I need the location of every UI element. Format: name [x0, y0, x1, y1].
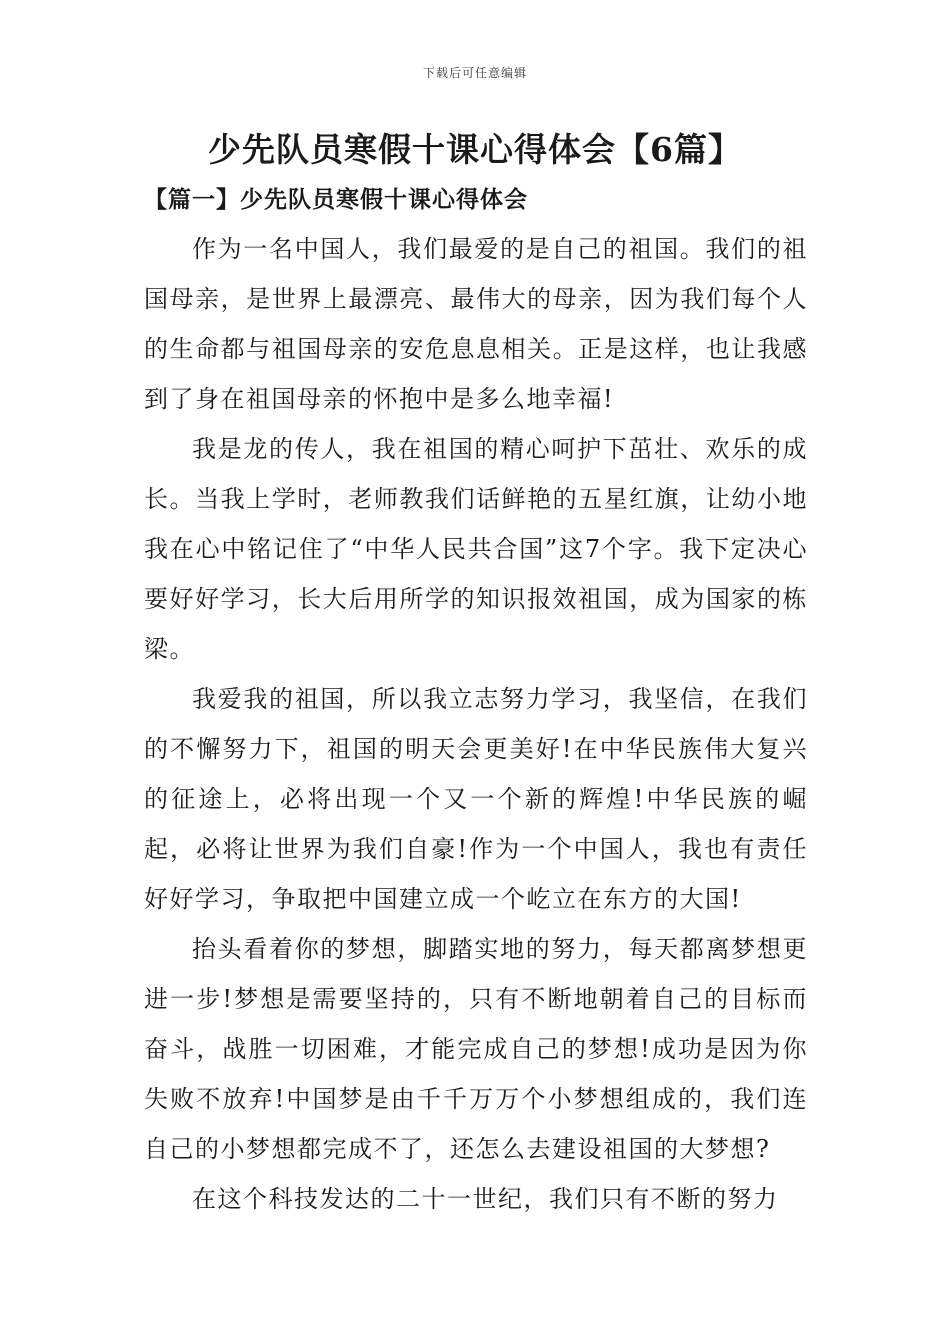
body-text — [144, 224, 808, 1224]
document-title: 少先队员寒假十课心得体会【6篇】 — [208, 130, 742, 169]
header-note: 下载后可任意编辑 — [422, 66, 527, 80]
paragraph: 我爱我的祖国，所以我立志努力学习，我坚信，在我们的不懈努力下，祖国的明天会更美好!在中华民族伟大复兴的征途上，必将出现一个又一个新的辉煌!中华民族的崛起，必将让世界为我们自豪!作为一个中国人，我也有责任好好学习，争取把中国建立成一个屹立在东方的大国! — [144, 685, 808, 913]
paragraph: 在这个科技发达的二十一世纪，我们只有不断的努力 — [192, 1185, 779, 1213]
paragraph: 我是龙的传人，我在祖国的精心呵护下茁壮、欢乐的成长。当我上学时，老师教我们话鲜艳的五星红旗，让幼小地我在心中铭记住了“中华人民共合国”这7个字。我下定决心要好好学习，长大后用所学的知识报效祖国，成为国家的栋梁。 — [144, 435, 808, 663]
paragraph: 抬头看着你的梦想，脚踏实地的努力，每天都离梦想更进一步!梦想是需要坚持的，只有不断地朝着自己的目标而奋斗，战胜一切困难，才能完成自己的梦想!成功是因为你失败不放弃!中国梦是由千千万万个小梦想组成的，我们连自己的小梦想都完成不了，还怎么去建设祖国的大梦想? — [144, 935, 808, 1163]
section-heading: 【篇一】少先队员寒假十课心得体会 — [144, 186, 528, 213]
paragraph: 作为一名中国人，我们最爱的是自己的祖国。我们的祖国母亲，是世界上最漂亮、最伟大的母亲，因为我们每个人的生命都与祖国母亲的安危息息相关。正是这样，也让我感到了身在祖国母亲的怀抱中是多么地幸福! — [144, 235, 808, 413]
